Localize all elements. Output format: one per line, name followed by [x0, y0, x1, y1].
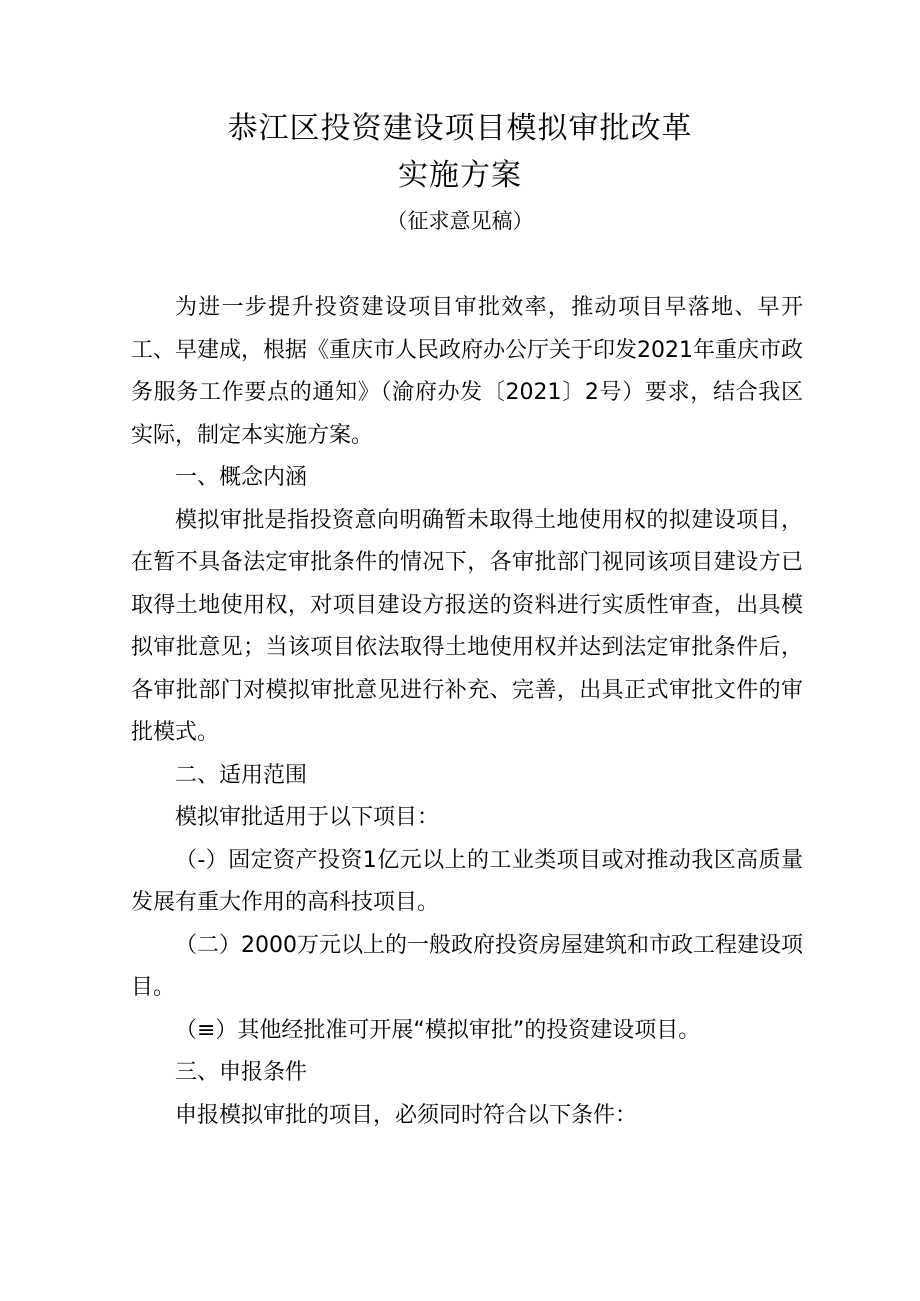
paragraph-intro: 为进一步提升投资建设项目审批效率，推动项目早落地、早开工、早建成，根据《重庆市人民政府办公厅关于印发2021年重庆市政务服务工作要点的通知》（渝府办发〔2021〕2号）要求，结合我区实际，制定本实施方案。 [131, 295, 803, 448]
section-heading-conditions: 三、申报条件 [175, 1060, 308, 1085]
section-heading-scope: 二、适用范围 [175, 762, 308, 788]
list-item-scope-2: （二）2000万元以上的一般政府投资房屋建筑和市政工程建设项目。 [131, 932, 803, 1000]
document-title-line1: 恭江区投资建设项目模拟审批改革 [227, 111, 693, 146]
list-item-scope-1: （-）固定资产投资1亿元以上的工业类项目或对推动我区高质量发展有重大作用的高科技项目。 [131, 847, 803, 915]
document-body [131, 287, 803, 1137]
paragraph-concept: 模拟审批是指投资意向明确暂未取得土地使用权的拟建设项目，在暂不具备法定审批条件的情况下，各审批部门视同该项目建设方已取得土地使用权，对项目建设方报送的资料进行实质性审查，出具模拟审批意见；当该项目依法取得土地使用权并达到法定审批条件后，各审批部门对模拟审批意见进行补充、完善，出具正式审批文件的审批模式。 [131, 507, 803, 745]
document-title-line2: 实施方案 [398, 158, 522, 193]
document-subtitle: （征求意见稿） [386, 209, 534, 233]
paragraph-scope-intro: 模拟审批适用于以下项目： [175, 805, 440, 830]
list-item-scope-3: （≡）其他经批准可开展“模拟审批”的投资建设项目。 [175, 1017, 701, 1043]
section-heading-concept: 一、概念内涵 [175, 465, 308, 490]
paragraph-conditions-intro: 申报模拟审批的项目，必须同时符合以下条件： [175, 1102, 638, 1128]
